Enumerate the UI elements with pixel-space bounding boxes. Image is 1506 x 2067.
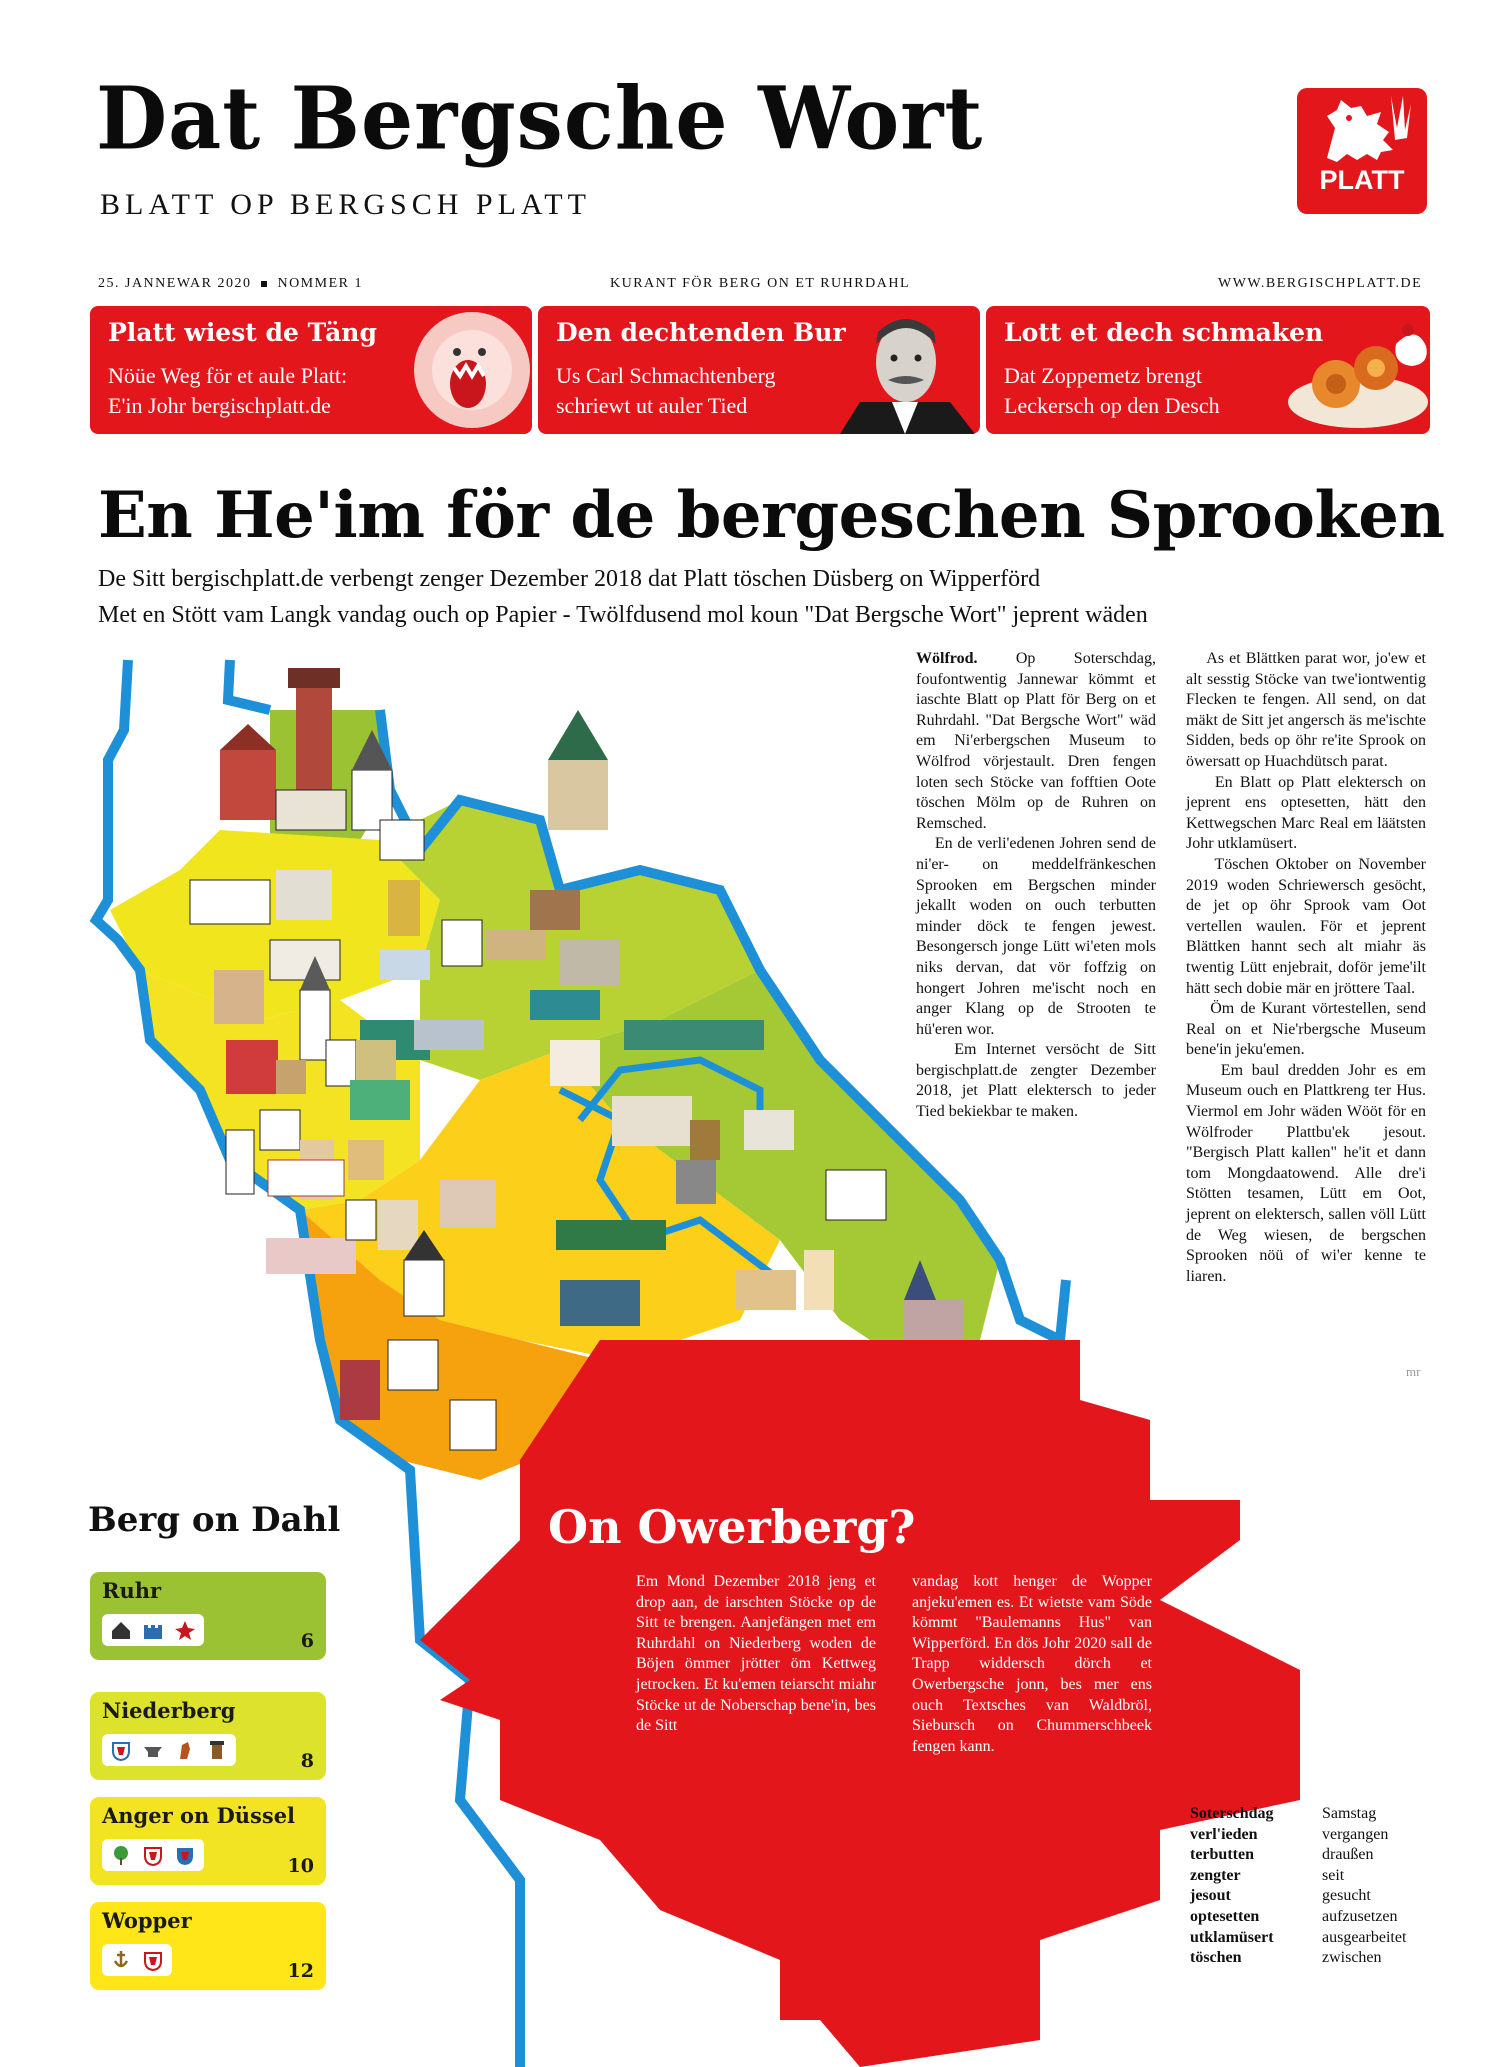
region-icons (102, 1614, 204, 1646)
platt-logo[interactable] (1297, 88, 1427, 214)
region-count: 6 (300, 1630, 314, 1652)
issue-date: 25. JANNEWAR 2020 (98, 276, 252, 291)
teaser-text: Us Carl Schmachtenberg schriewt ut auler Tied (556, 363, 776, 418)
anchor-icon (110, 1949, 132, 1971)
region-card-anger[interactable] (90, 1797, 326, 1885)
lion-icon (142, 1844, 164, 1866)
lion-icon (142, 1949, 164, 1971)
article-headline: En He'im för de bergeschen Sprooken (98, 478, 1445, 553)
region-count: 8 (300, 1750, 314, 1772)
glossary-translations: Samstag vergangen draußen seit gesucht aufzusetzen ausgearbeitet zwischen (1322, 1805, 1407, 1967)
tree-icon (110, 1844, 132, 1866)
teaser-title: Lott et dech schmaken (1004, 318, 1324, 347)
article-deck-line-1: De Sitt bergischplatt.de verbengt zenger Dezember 2018 dat Platt töschen Düsberg on Wipperförd (98, 566, 1041, 592)
anvil-icon (142, 1739, 164, 1761)
region-name: Anger on Düssel (102, 1803, 296, 1828)
paper-tagline: KURANT FÖR BERG ON ET RUHRDAHL (610, 276, 911, 291)
article-column-1: Wölfrod. Op Soterschdag, foufontwentig Jannewar kömmt et iaschte Blatt op Platt för Berg on et Ruhrdahl. "Dat Bergsche Wort" wäd em Ni'erbergschen Museum to Wölfrod vörjestault. Dren fengen loten sech Stöcke van fofftien Oote töschen Mölm op de Ruhren on Remsched. En de verli'edenen Johren send de ni'er- on meddelfränkeschen Sprooken em Bergschen minder jekallt woden on ouch terbutten minder döck te fengen jewest. Besongersch jonge Lütt wi'eten mols niks dervan, dat vör foffzig on hongert Johren me'ischt noch en anger Klang op de Strooten te hü'eren wor. Em Internet versöcht de Sitt bergischplatt.de zengter Dezember 2018, jet Platt elektersch to jeder Tied bekiekbar te maken. (916, 650, 1157, 1121)
lion-icon (110, 1739, 132, 1761)
teaser-title: Den dechtenden Bur (556, 318, 846, 347)
region-icons (102, 1734, 236, 1766)
region-icons (102, 1944, 172, 1976)
owerberg-column-1: Em Mond Dezember 2018 jeng et drop aan, de iarschten Stöcke op de Sitt te brengen. Aanjefängen met em Ruhrdahl on Niederberg woden de Böjen ömmer jrötter öm Kettweg jetrocken. Et ku'emen teiarscht miahr Stöcke ut de Noberschap bene'in, bes de Sitt (636, 1573, 876, 1735)
teaser-title: Platt wiest de Täng (108, 318, 377, 347)
sidebar-title: Berg on Dahl (88, 1500, 341, 1540)
teaser-text: Dat Zoppemetz brengt Leckersch op den Desch (1004, 363, 1220, 418)
tower-icon (206, 1739, 228, 1761)
region-count: 12 (287, 1960, 314, 1982)
teaser-platt[interactable] (90, 306, 532, 434)
masthead-title: Dat Bergsche Wort (96, 68, 984, 170)
region-card-niederberg[interactable] (90, 1692, 326, 1780)
logo-label: PLATT (1319, 165, 1405, 195)
portrait-icon (830, 306, 980, 434)
region-name: Wopper (102, 1908, 192, 1933)
region-count: 10 (287, 1855, 314, 1877)
house-icon (110, 1619, 132, 1641)
dateline: Wölfrod. (916, 650, 978, 667)
author-signature: mr (1406, 1364, 1421, 1379)
issue-info (98, 276, 363, 292)
region-card-wopper[interactable] (90, 1902, 326, 1990)
issue-number: NOMMER 1 (277, 276, 363, 291)
lion-icon (174, 1844, 196, 1866)
glossary-platt-terms: Soterschdag verl'ieden terbutten zengter jesout optesetten utklamüsert töschen (1190, 1805, 1274, 1967)
food-icon (1280, 306, 1430, 434)
river-mid (228, 660, 270, 710)
region-name: Ruhr (102, 1578, 162, 1603)
castle-icon (142, 1619, 164, 1641)
article-column-2: As et Blättken parat wor, jo'ew et alt sesstig Stöcke van twe'iontwentig Flecken te fengen. All send, on dat mäkt de Sitt jet angersch äs me'ischte Sidden, beds op öhr re'ite Sprook on öwersatt op Huachdütsch parat. En Blatt op Platt elektersch on jeprent ens optesetten, hätt den Kettwegschen Marc Real em läätsten Johr utklamüsert. Töschen Oktober on November 2019 woden Schriewersch gesöcht, de jet op öhr Sprook vam Oot vertellen waulen. För et jeprent Blättken hannt sech alt miahr äs twentig Lütt enjebrait, doför jeme'ilt hätt sech dobie mär en jröttere Taal. Öm de Kurant vörtestellen, send Real on et Nie'rbergsche Museum bene'in jeku'emen. Em baul dredden Johr es em Museum ouch en Plattkreng ter Hus. Viermol em Johr wäden Wööt för en Wölfroder Plattbu'ek jesout. "Bergisch Platt kallen" he'it et dann tom Mongdaatowend. Alle dre'i Stötten tesamen, Lütt em Oot, jeprent on elektersch, sallen völl Lütt de Weg wiesen, de bergschen Sprooken nöü of wi'er kenne te liaren. (1186, 650, 1427, 1285)
website-link[interactable]: WWW.BERGISCHPLATT.DE (1218, 276, 1423, 291)
teaser-schmaken[interactable] (986, 306, 1430, 434)
region-name: Niederberg (102, 1698, 236, 1723)
article-deck-line-2: Met en Stött vam Langk vandag ouch op Papier - Twölfdusend mol koun "Dat Bergsche Wort" jeprent wäden (98, 602, 1148, 628)
cross-icon (174, 1619, 196, 1641)
region-icons (102, 1839, 204, 1871)
owerberg-column-2: vandag kott henger de Wopper anjeku'emen es. Et wietste vam Söde kömmt "Baulemanns Hus" van Wipperförd. En dös Johr 2020 sall de Trapp widdersch dörch et Owerbergsche jonn, bes mer ens ouch Textsches van Waldbröl, Siebursch on Chummerschbeek fengen kann. (912, 1573, 1152, 1755)
masthead-subtitle: BLATT OP BERGSCH PLATT (100, 188, 591, 221)
region-card-ruhr[interactable] (90, 1572, 326, 1660)
lion-head-icon (402, 306, 532, 434)
owerberg-title: On Owerberg? (548, 1500, 916, 1554)
bullet-separator (261, 281, 267, 287)
teaser-bur[interactable] (538, 306, 980, 434)
teaser-text: Nöüe Weg för et aule Platt: E'in Johr bergischplatt.de (108, 363, 348, 418)
knight-icon (174, 1739, 196, 1761)
